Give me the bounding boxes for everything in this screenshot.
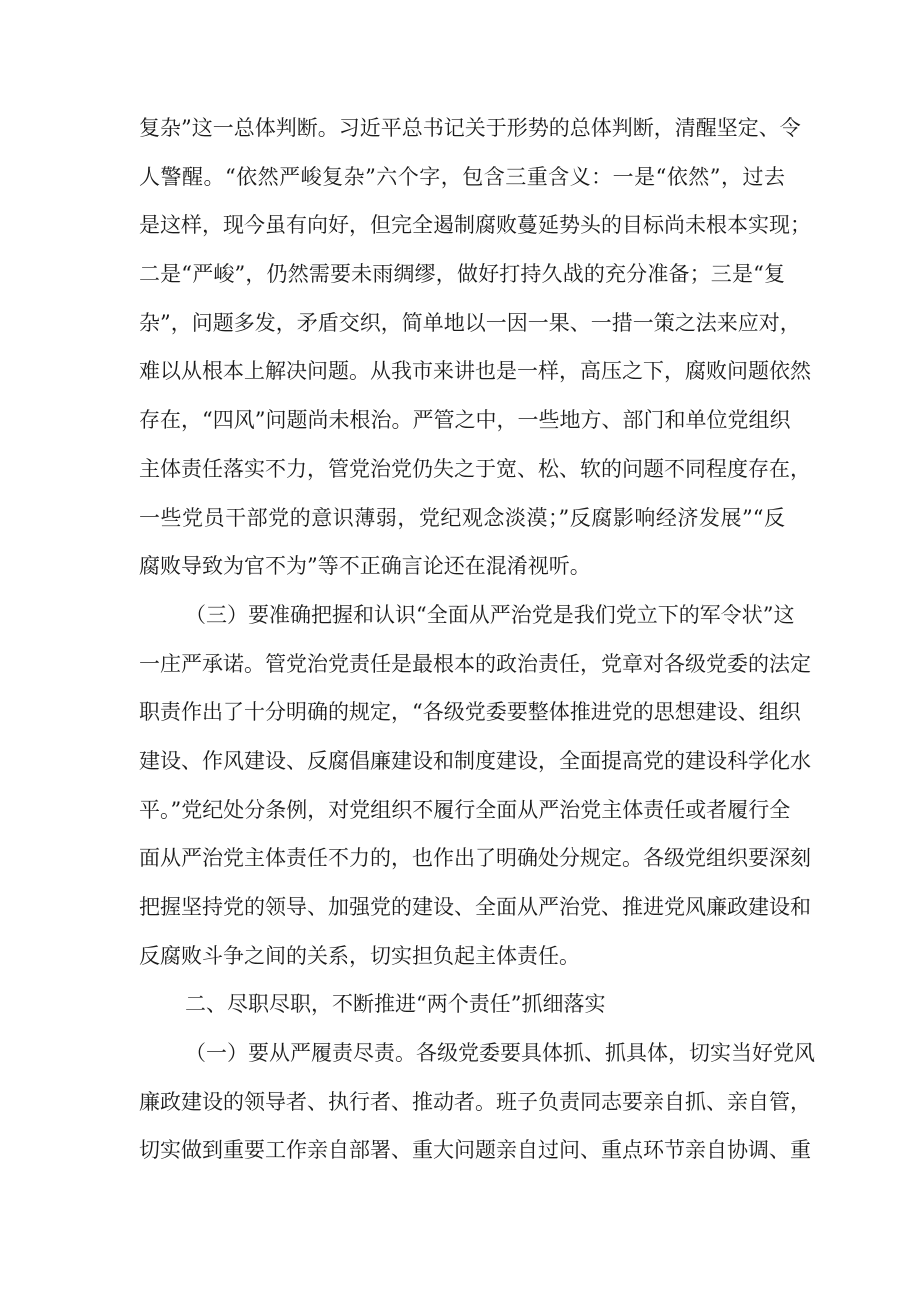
text-line: 是这样，现今虽有向好，但完全遏制腐败蔓延势头的目标尚未根本实现； bbox=[139, 213, 811, 238]
text-line: 主体责任落实不力，管党治党仍失之于宽、松、软的问题不同程度存在， bbox=[139, 456, 811, 481]
text-line: （三）要准确把握和认识“全面从严治党是我们党立下的军令状”这 bbox=[185, 602, 795, 627]
text-line: 建设、作风建设、反腐倡廉建设和制度建设，全面提高党的建设科学化水 bbox=[139, 748, 811, 773]
text-line: 杂”，问题多发，矛盾交织，简单地以一因一果、一措一策之法来应对， bbox=[139, 310, 801, 335]
text-line: 把握坚持党的领导、加强党的建设、全面从严治党、推进党风廉政建设和 bbox=[139, 895, 811, 919]
text-line: （一）要从严履责尽责。各级党委要具体抓、抓具体，切实当好党风 bbox=[185, 1041, 815, 1066]
paragraph-2 bbox=[139, 591, 811, 981]
text-line: 二是“严峻”，仍然需要未雨绸缪，做好打持久战的充分准备；三是“复 bbox=[139, 262, 785, 287]
text-line: 反腐败斗争之间的关系，切实担负起主体责任。 bbox=[139, 943, 580, 968]
text-line: 平。”党纪处分条例，对党组织不履行全面从严治党主体责任或者履行全 bbox=[139, 797, 791, 822]
text-line: 廉政建设的领导者、执行者、推动者。班子负责同志要亲自抓、亲自管， bbox=[139, 1089, 811, 1114]
text-line: 一庄严承诺。管党治党责任是最根本的政治责任，党章对各级党委的法定 bbox=[139, 651, 811, 676]
text-line: 存在，“四风”问题尚未根治。严管之中，一些地方、部门和单位党组织 bbox=[139, 408, 791, 433]
document-body bbox=[139, 104, 815, 1175]
text-line: 切实做到重要工作亲自部署、重大问题亲自过问、重点环节亲自协调、重 bbox=[139, 1138, 811, 1163]
text-line: 复杂”这一总体判断。习近平总书记关于形势的总体判断，清醒坚定、令 bbox=[139, 116, 801, 140]
text-line: 面从严治党主体责任不力的，也作出了明确处分规定。各级党组织要深刻 bbox=[139, 846, 811, 871]
text-line: 腐败导致为官不为”等不正确言论还在混淆视听。 bbox=[139, 554, 591, 579]
paragraph-3 bbox=[139, 1029, 815, 1175]
text-line: 难以从根本上解决问题。从我市来讲也是一样，高压之下，腐败问题依然 bbox=[139, 359, 811, 384]
section-heading bbox=[139, 980, 785, 1029]
text-line: 职责作出了十分明确的规定，“各级党委要整体推进党的思想建设、组织 bbox=[139, 700, 801, 725]
paragraph-1 bbox=[139, 104, 811, 591]
text-line: 一些党员干部党的意识薄弱，党纪观念淡漠；”反腐影响经济发展”“反 bbox=[139, 505, 785, 530]
heading-line: 二、尽职尽职，不断推进“两个责任”抓细落实 bbox=[185, 992, 606, 1017]
text-line: 人警醒。“依然严峻复杂”六个字，包含三重含义：一是“依然”，过去 bbox=[139, 164, 785, 189]
